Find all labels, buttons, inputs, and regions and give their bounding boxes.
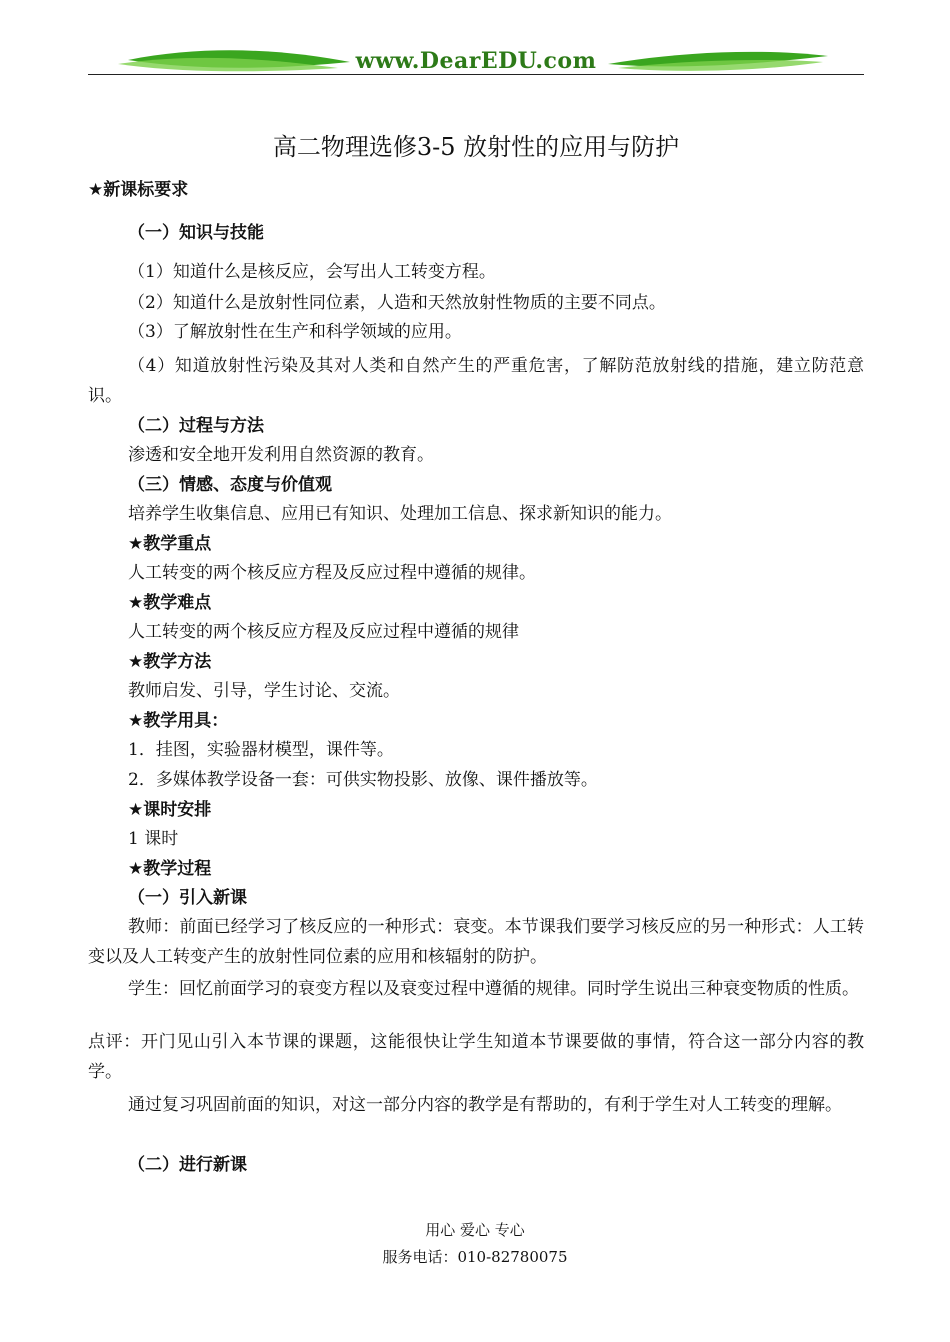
list-item: （3）了解放射性在生产和科学领域的应用。 [128, 322, 462, 342]
page-header [88, 38, 864, 82]
body-text: 培养学生收集信息、应用已有知识、处理加工信息、探求新知识的能力。 [128, 504, 672, 524]
body-text: 1 课时 [128, 829, 179, 849]
body-text: 教师启发、引导，学生讨论、交流。 [128, 681, 400, 701]
list-item: 1．挂图，实验器材模型，课件等。 [128, 740, 394, 760]
list-item: （1）知道什么是核反应，会写出人工转变方程。 [128, 262, 496, 282]
section-heading: ★课时安排 [128, 800, 212, 820]
list-item: （2）知道什么是放射性同位素，人造和天然放射性物质的主要不同点。 [128, 293, 666, 313]
page-title: 高二物理选修3-5 放射性的应用与防护 [272, 133, 680, 161]
section-heading: ★教学过程 [128, 859, 212, 879]
body-paragraph: 通过复习巩固前面的知识，对这一部分内容的教学是有帮助的，有利于学生对人工转变的理解。 [128, 1095, 842, 1115]
section-heading: ★教学用具： [128, 711, 229, 731]
section-heading: ★新课标要求 [88, 180, 189, 200]
comment-paragraph: 点评：开门见山引入本节课的课题，这能很快让学生知道本节课要做的事情，符合这一部分内容的教学。 [88, 1032, 864, 1082]
section-heading: ★教学方法 [128, 652, 212, 672]
subsection-heading: （二）进行新课 [128, 1155, 247, 1175]
subsection-heading: （三）情感、态度与价值观 [128, 475, 332, 495]
subsection-heading: （一）知识与技能 [128, 223, 264, 243]
section-heading: ★教学难点 [128, 593, 212, 613]
header-divider [88, 74, 864, 75]
list-item: 2．多媒体教学设备一套：可供实物投影、放像、课件播放等。 [128, 770, 598, 790]
subsection-heading: （一）引入新课 [128, 888, 247, 908]
body-text: 渗透和安全地开发利用自然资源的教育。 [128, 445, 434, 465]
body-text: 人工转变的两个核反应方程及反应过程中遵循的规律 [128, 622, 519, 642]
body-text: 人工转变的两个核反应方程及反应过程中遵循的规律。 [128, 563, 536, 583]
body-paragraph: 教师：前面已经学习了核反应的一种形式：衰变。本节课我们要学习核反应的另一种形式：人工转变以及人工转变产生的放射性同位素的应用和核辐射的防护。 [88, 917, 864, 967]
footer-slogan: 用心 爱心 专心 [425, 1221, 525, 1239]
footer-phone: 服务电话：010-82780075 [382, 1248, 568, 1266]
section-heading: ★教学重点 [128, 534, 212, 554]
body-paragraph: 学生：回忆前面学习的衰变方程以及衰变过程中遵循的规律。同时学生说出三种衰变物质的性质。 [128, 979, 859, 999]
logo-text: www.DearEDU.com [355, 48, 597, 74]
list-item: （4）知道放射性污染及其对人类和自然产生的严重危害，了解防范放射线的措施，建立防范意识。 [88, 356, 864, 406]
subsection-heading: （二）过程与方法 [128, 416, 264, 436]
